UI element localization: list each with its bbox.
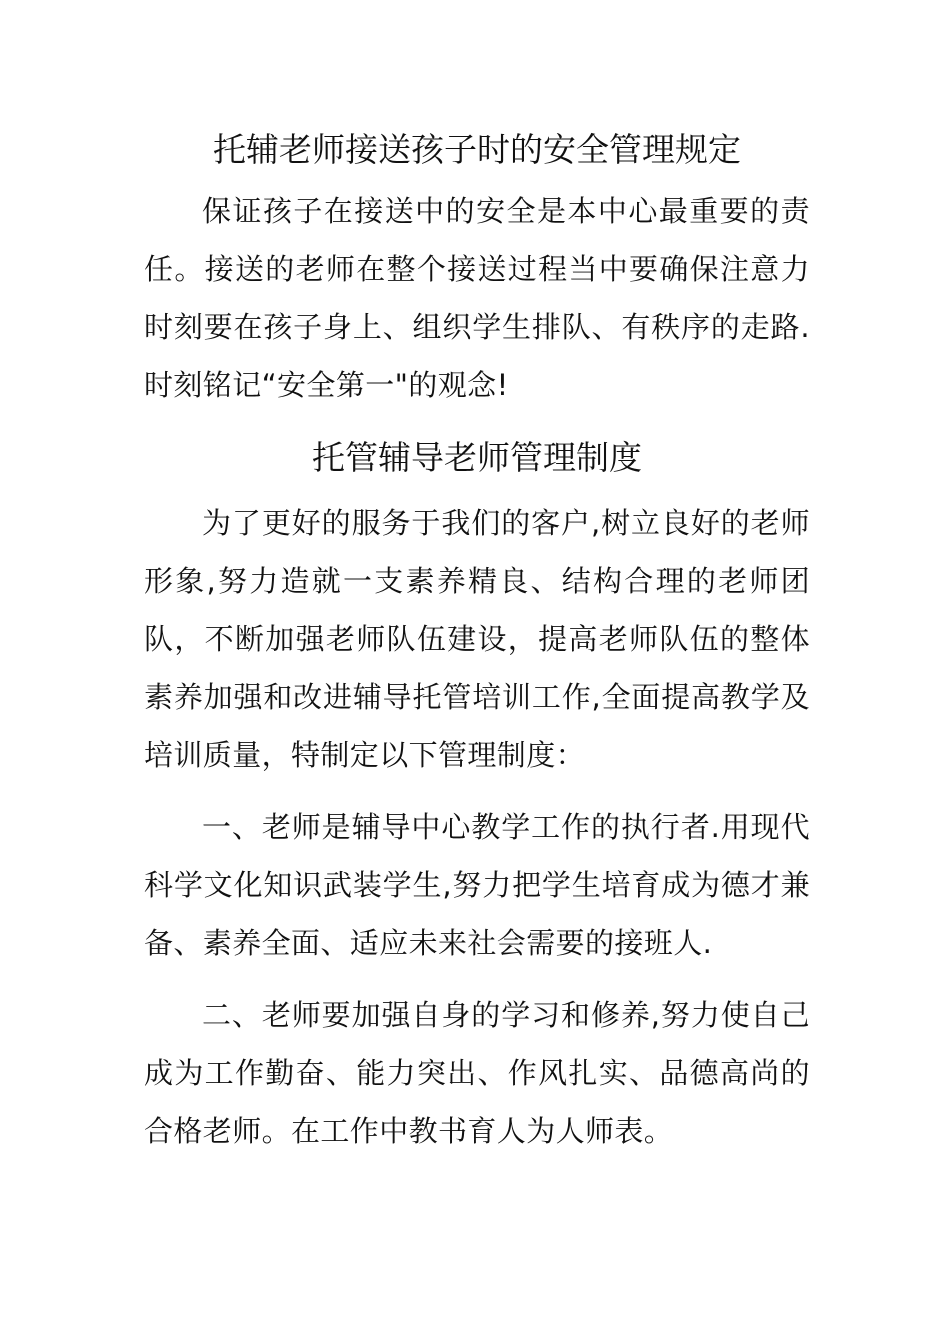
paragraph-rule-one: 一、老师是辅导中心教学工作的执行者.用现代科学文化知识武装学生,努力把学生培育成为德才兼备、素养全面、适应未来社会需要的接班人.: [144, 810, 810, 960]
paragraph-management-intro: 为了更好的服务于我们的客户,树立良好的老师形象,努力造就一支素养精良、结构合理的老师团队，不断加强老师队伍建设，提高老师队伍的整体素养加强和改进辅导托管培训工作,全面提高教学及培训质量，特制定以下管理制度：: [144, 506, 810, 772]
paragraph-safety-responsibility: 保证孩子在接送中的安全是本中心最重要的责任。接送的老师在整个接送过程当中要确保注意力时刻要在孩子身上、组织学生排队、有秩序的走路.时刻铭记“安全第一"的观念!: [144, 194, 810, 402]
section-title-management: 托管辅导老师管理制度: [312, 438, 642, 477]
section-title-safety: 托辅老师接送孩子时的安全管理规定: [213, 130, 741, 169]
document-body: [144, 120, 810, 1160]
paragraph-rule-two: 二、老师要加强自身的学习和修养,努力使自己成为工作勤奋、能力突出、作风扎实、品德高尚的合格老师。在工作中教书育人为人师表。: [144, 998, 810, 1148]
